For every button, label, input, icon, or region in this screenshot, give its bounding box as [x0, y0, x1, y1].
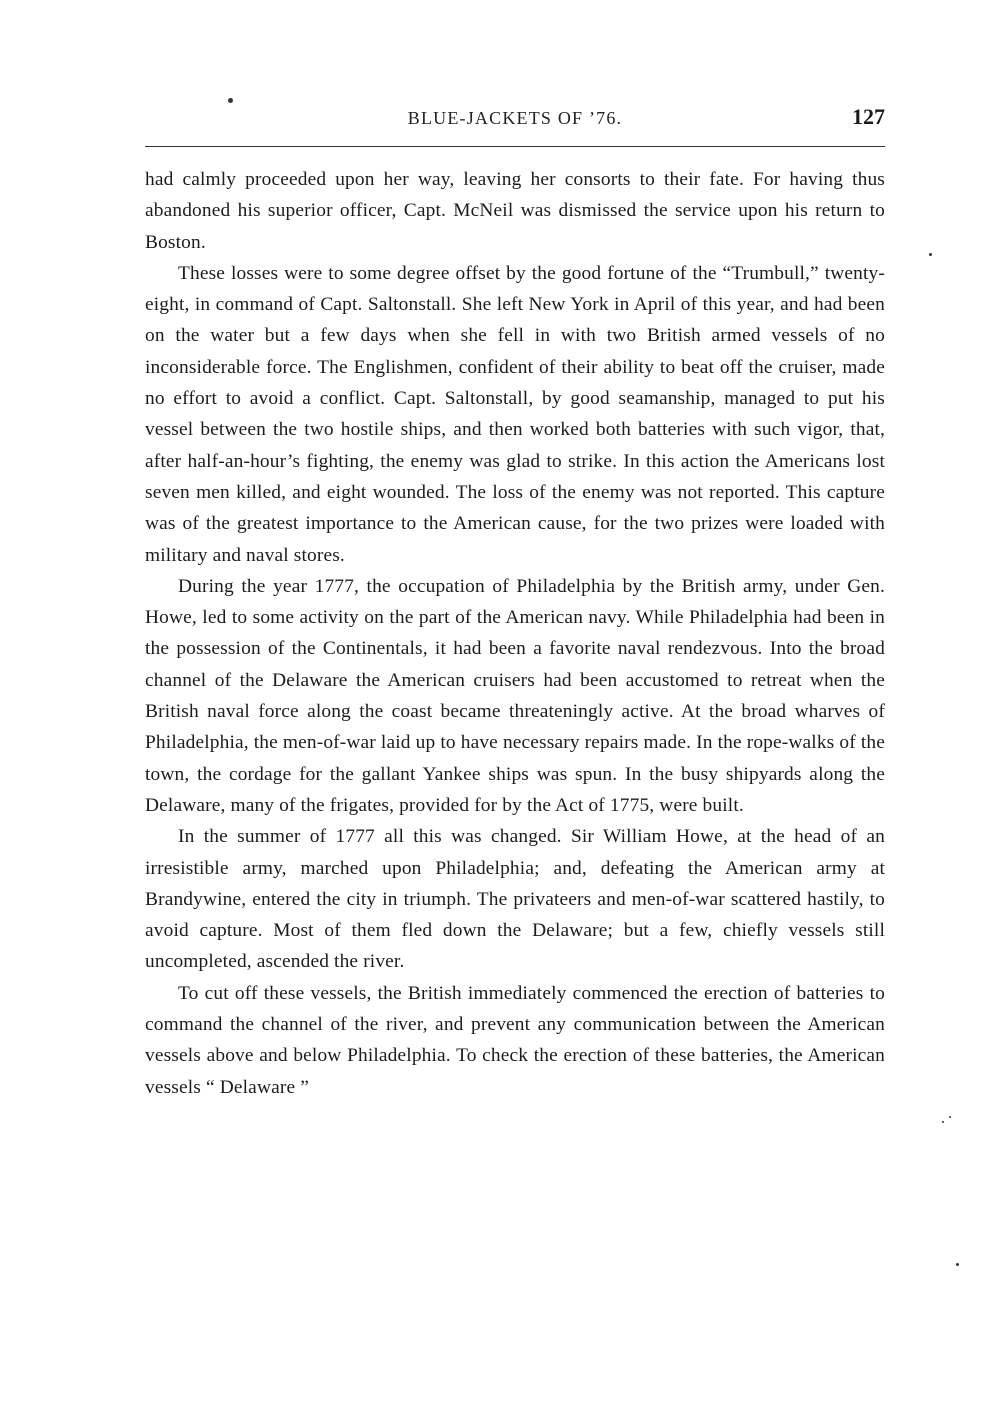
scan-speck [929, 253, 932, 256]
scan-speck [949, 1116, 951, 1118]
header-rule [145, 146, 885, 147]
scan-speck [956, 1263, 959, 1266]
running-head [145, 104, 885, 138]
scan-speck [942, 1121, 944, 1123]
paragraph-5: To cut off these vessels, the British immediately commenced the erection of batteries to command the channel of the river, and prevent any communication between the American vessels above and below Philadelphia. To check the erection of these batteries, the American vessels “ Delaware ” [145, 982, 885, 1098]
paragraph-4: In the summer of 1777 all this was changed. Sir William Howe, at the head of an irresistible army, marched upon Philadelphia; and, defeating the American army at Brandywine, entered the city in triumph. The privateers and men-of-war scattered hastily, to avoid capture. Most of them fled down the Delaware; but a few, chiefly vessels still uncompleted, ascended the river. [145, 826, 885, 973]
scan-speck [228, 98, 233, 103]
body-text [145, 164, 885, 1103]
paragraph-1: had calmly proceeded upon her way, leaving her consorts to their fate. For having thus abandoned his superior officer, Capt. McNeil was dismissed the service upon his return to Boston. [145, 169, 885, 253]
running-title: BLUE-JACKETS OF ’76. [407, 108, 623, 128]
paragraph-3: During the year 1777, the occupation of Philadelphia by the British army, under Gen. Howe, led to some activity on the part of the American navy. While Philadelphia had been in the possession of the Continentals, it had been a favorite naval rendezvous. Into the broad channel of the Delaware the American cruisers had been accustomed to retreat when the British naval force along the coast became threateningly active. At the broad wharves of Philadelphia, the men-of-war laid up to have necessary repairs made. In the rope-walks of the town, the cordage for the gallant Yankee ships was spun. In the busy shipyards along the Delaware, many of the frigates, provided for by the Act of 1775, were built. [145, 575, 885, 816]
page-number: 127 [852, 104, 885, 129]
paragraph-2: These losses were to some degree offset by the good fortune of the “Trumbull,” twenty-eight, in command of Capt. Saltonstall. She left New York in April of this year, and had been on the water but a few days when she fell in with two British armed vessels of no inconsiderable force. The Englishmen, confident of their ability to beat off the cruiser, made no effort to avoid a conflict. Capt. Saltonstall, by good seamanship, managed to put his vessel between the two hostile ships, and then worked both batteries with such vigor, that, after half-an-hour’s fighting, the enemy was glad to strike. In this action the Americans lost seven men killed, and eight wounded. The loss of the enemy was not reported. This capture was of the greatest importance to the American cause, for the two prizes were loaded with military and naval stores. [145, 262, 885, 566]
